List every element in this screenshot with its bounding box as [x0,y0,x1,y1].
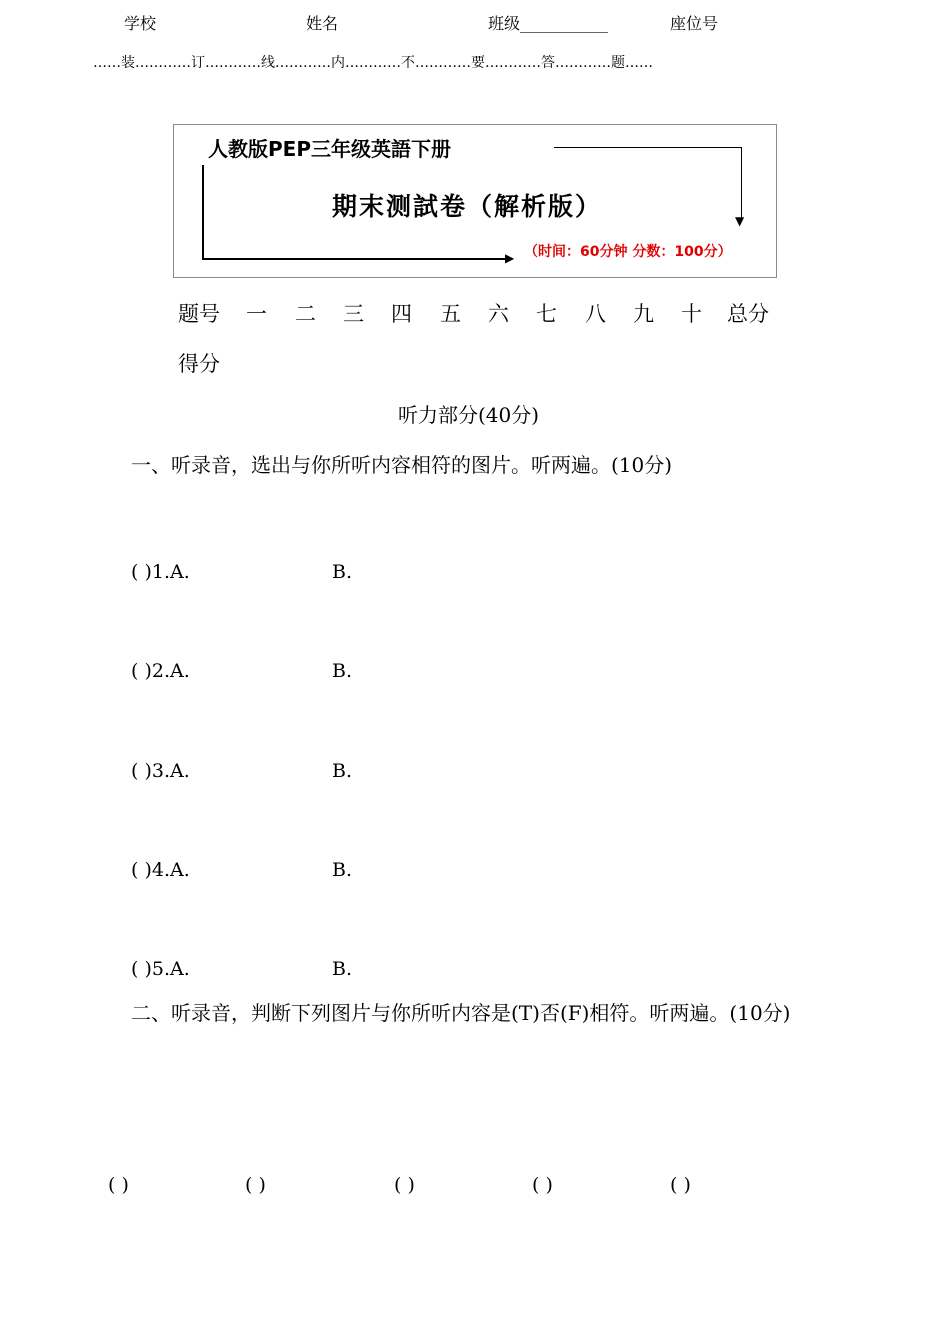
question-3[interactable]: ( )3.A. [131,760,190,782]
score-col-5: 五 [440,302,461,326]
score-col-1: 一 [246,302,267,326]
question-5[interactable]: ( )5.A. [131,958,190,980]
question-2-option-b: B. [332,660,353,682]
score-col-6: 六 [488,302,509,326]
arrow-right-icon: ▶ [505,251,515,265]
arrow-line-top [554,147,742,148]
score-col-total: 总分 [727,302,769,326]
score-col-4: 四 [391,302,412,326]
banner-title: 期末测試卷（解析版） [332,192,603,221]
title-banner [173,124,777,278]
score-header-label: 题号 [178,302,220,326]
seat-label: 座位号 [670,14,719,33]
question-1[interactable]: ( )1.A. [131,561,190,583]
question-4[interactable]: ( )4.A. [131,859,190,881]
answer-blank-2[interactable]: ( ) [245,1174,266,1196]
arrow-line-left [202,165,204,259]
class-label: 班级___________ [488,14,609,33]
listening-title: 听力部分(40分) [398,403,540,427]
banner-time-score: （时间：60分钟 分数：100分） [524,244,732,260]
arrow-line-right [741,147,742,221]
score-row-label: 得分 [178,352,220,376]
arrow-line-bottom [202,258,508,260]
score-col-7: 七 [536,302,557,326]
score-col-3: 三 [343,302,364,326]
score-col-2: 二 [295,302,316,326]
score-col-9: 九 [633,302,654,326]
question-5-option-b: B. [332,958,353,980]
part1-heading: 一、听录音，选出与你所听内容相符的图片。听两遍。(10分) [131,453,673,477]
part2-heading: 二、听录音，判断下列图片与你所听内容是(T)否(F)相符。听两遍。(10分) [131,1001,791,1025]
school-label: 学校 [124,14,157,33]
score-col-10: 十 [681,302,702,326]
question-3-option-b: B. [332,760,353,782]
banner-subtitle: 人教版PEP三年级英語下册 [208,137,451,161]
score-col-8: 八 [585,302,606,326]
question-4-option-b: B. [332,859,353,881]
question-1-option-b: B. [332,561,353,583]
cut-line: ……装…………订…………线…………内…………不…………要…………答…………题…… [93,55,653,71]
name-label: 姓名 [306,14,339,33]
arrow-down-icon: ▼ [735,214,745,228]
answer-blank-1[interactable]: ( ) [108,1174,129,1196]
answer-blank-5[interactable]: ( ) [670,1174,691,1196]
question-2[interactable]: ( )2.A. [131,660,190,682]
answer-blank-4[interactable]: ( ) [532,1174,553,1196]
answer-blank-3[interactable]: ( ) [394,1174,415,1196]
